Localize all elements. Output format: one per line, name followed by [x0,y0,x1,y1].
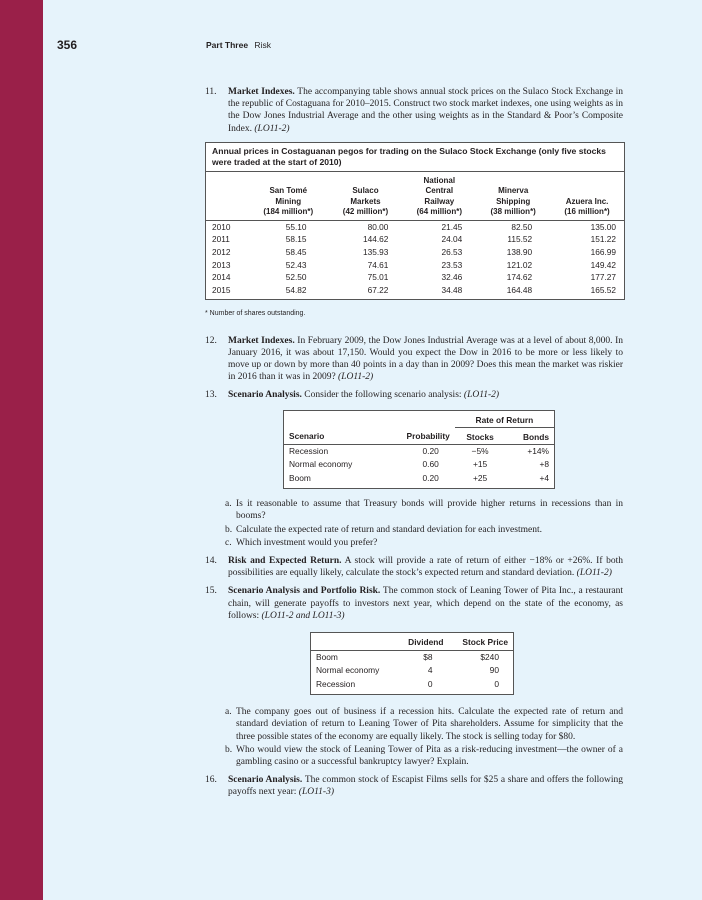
column-header-stocks: Stocks [455,427,506,444]
column-header-national-central: National Central Railway (64 million*) [402,172,476,221]
problem-list [205,86,623,805]
column-header-minerva: Minerva Shipping (38 million*) [476,172,550,221]
table-footnote: * Number of shares outstanding. [205,310,306,318]
learning-objective: (LO11-2) [338,372,374,383]
column-header-scenario: Scenario [284,427,383,444]
problem-text: The common stock of Escapist Films sells for $25 a share and offers the following payoffs next year: [228,775,623,798]
problem-text: A stock will provide a rate of return of either −18% or +26%. If both possibilities are equally likely, calculate the stock’s expected return and standard deviation. [228,555,623,579]
learning-objective: (LO11-2) [576,568,612,579]
problem-15 [205,585,623,622]
table-row: 2013 52.43 74.61 23.53 121.02 149.42 [212,259,616,270]
problem-12 [205,335,623,384]
chapter-sidebar-band [0,0,43,900]
column-header-sulaco: Sulaco Markets (42 million*) [329,172,403,221]
table-row: Normal economy 4 90 [316,665,499,676]
table-row: Boom 0.20 +25 +4 [289,472,549,483]
problem-part: c. Which investment would you prefer? [225,537,378,548]
problem-title: Scenario Analysis and Portfolio Risk. [228,586,381,597]
problem-text: The accompanying table shows annual stock prices on the Sulaco Stock Exchange in the republic of Costaguana for 2010–2015. Construct two stock market indexes, one using weights as in the Dow Jones Industrial Average and the other using weights as in the Standard & Poor’s Composite Index. [228,87,623,134]
problem-part: a. The company goes out of business if a recession hits. Calculate the expected rate of return and standard deviation of return to Leaning Tower of Pita shareholders. Assume for simplicity that the three possible states of the economy are equally likely. The stock is selling today for $80. [225,707,623,742]
scenario-table [283,410,555,490]
table-caption: Annual prices in Costaguanan pegos for trading on the Sulaco Stock Exchange (only five stocks were traded at the start of 2010) [206,143,624,172]
problem-title: Market Indexes. [228,335,295,346]
problem-part: b. Calculate the expected rate of return and standard deviation for each investment. [225,524,542,535]
problem-part: b. Who would view the stock of Leaning Tower of Pita as a risk-reducing investment—the owner of a gambling casino or a successful bankruptcy lawyer? Explain. [225,744,623,767]
rate-of-return-header: Rate of Return [455,411,554,428]
learning-objective: (LO11-2 and LO11-3) [261,610,345,621]
problem-title: Scenario Analysis. [228,775,303,786]
table-row: 2010 55.10 80.00 21.45 82.50 135.00 [212,221,616,232]
table-row: Recession 0 0 [316,678,499,689]
column-header-stock-price: Stock Price [449,633,513,651]
table-row: 2015 54.82 67.22 34.48 164.48 165.52 [212,284,616,295]
table-row: Recession 0.20 −5% +14% [289,445,549,456]
table-group-header-row [284,411,554,428]
problem-number: 11. [205,87,217,97]
problem-11 [205,86,623,135]
problem-13 [205,389,623,401]
table-row: Normal economy 0.60 +15 +8 [289,459,549,470]
problem-text: The common stock of Leaning Tower of Pita Inc., a restaurant chain, will generate payoffs to investors next year, which depend on the state of the economy, as follows: [228,586,623,621]
column-header-san-tome: San Tomé Mining (184 million*) [248,172,329,221]
learning-objective: (LO11-2) [463,390,500,401]
problem-title: Risk and Expected Return. [228,555,342,566]
problem-title: Scenario Analysis. [228,390,302,401]
column-header-azuera: Azuera Inc. (16 million*) [550,172,624,221]
table-header-row [284,427,554,444]
table-header-row [206,172,624,221]
column-header-probability: Probability [383,427,455,444]
payoff-table [310,632,514,695]
problem-text: Consider the following scenario analysis: [304,390,462,401]
table-row: Boom $8 $240 [316,651,499,662]
column-header-bonds: Bonds [505,427,554,444]
table-row: 2011 58.15 144.62 24.04 115.52 151.22 [212,234,616,245]
year-column-header [206,172,248,221]
problem-title: Market Indexes. [228,87,295,97]
problem-16 [205,774,623,798]
learning-objective: (LO11-3) [298,787,334,798]
table-header-row [311,633,513,651]
column-header-dividend: Dividend [396,633,449,651]
problem-number: 14. [205,555,217,566]
table-row: 2012 58.45 135.93 26.53 138.90 166.99 [212,247,616,257]
running-head-part: Part Three [206,40,249,50]
problem-number: 16. [205,775,217,786]
problem-number: 13. [205,390,217,401]
problem-14 [205,555,623,579]
learning-objective: (LO11-2) [254,123,290,134]
running-head [206,40,271,50]
running-head-section: Risk [254,40,271,50]
table-row: 2014 52.50 75.01 32.46 174.62 177.27 [212,272,616,283]
problem-number: 15. [205,586,217,597]
annual-prices-table [205,142,625,301]
problem-number: 12. [205,335,217,346]
page-number: 356 [57,38,78,52]
problem-part: a. Is it reasonable to assume that Treasury bonds will provide higher returns in recessions than in booms? [225,499,623,522]
problem-text: In February 2009, the Dow Jones Industrial Average was at a level of about 8,000. In January 2016, it was about 17,150. Would you expect the Dow in 2016 to be more or less likely to move up or down by more than 40 points in a day than in 2009? Does this mean the market was riskier in 2016 than it was in 2009? [228,335,623,383]
